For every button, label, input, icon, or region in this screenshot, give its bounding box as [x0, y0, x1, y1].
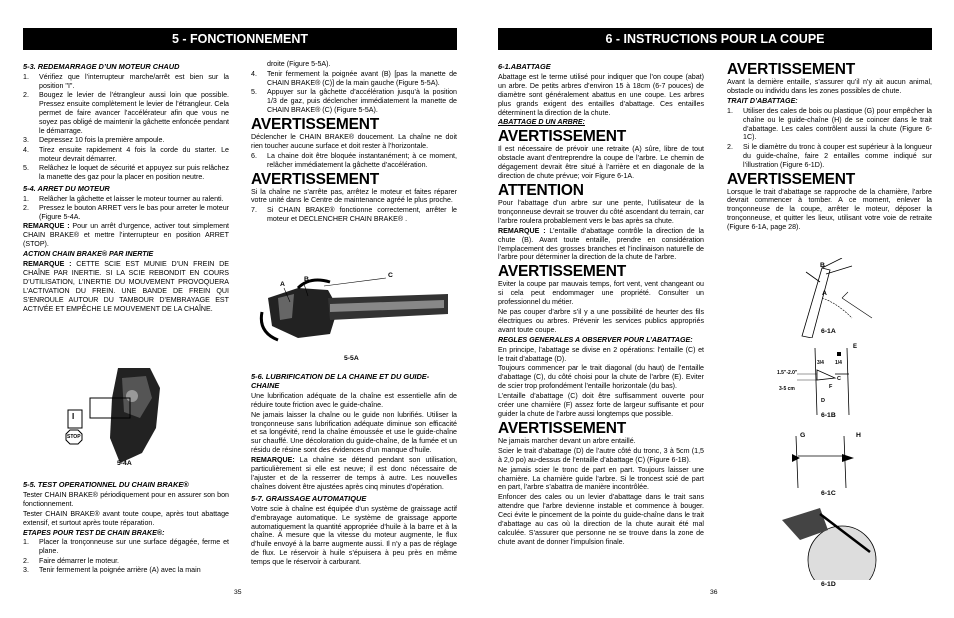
section-title: 5-5. TEST OPERATIONNEL DU CHAIN BRAKE®: [23, 480, 189, 489]
figure-label-b: B: [304, 276, 309, 283]
step-list: [23, 195, 229, 222]
list-item-text: Appuyer sur la gâchette d’accélération jusqu’à la position 1/3 de gaz, puis déclencher immédiatement la manette de CHAIN BRAKE® (C) (Figure 5-5A).: [267, 88, 457, 115]
list-item: [23, 73, 229, 91]
list-item: [23, 557, 229, 566]
attention-heading: ATTENTION: [498, 181, 584, 199]
step-list: [251, 152, 457, 170]
list-item-number: 2.: [23, 204, 29, 213]
list-item: [23, 204, 229, 222]
page-number: 36: [710, 589, 718, 596]
chainsaw-stop-illustration: [60, 368, 180, 463]
figure-6-1b: [777, 340, 887, 415]
list-item-text: Tenir fermement la poignée arrière (A) avec la main: [39, 566, 201, 575]
list-item-text: Pressez le bouton ARRET vers le bas pour arreter le moteur (Figure 5-4A.: [39, 204, 229, 221]
figure-label-b: B: [820, 262, 825, 269]
figure-5-4a: [60, 368, 180, 463]
paragraph: Ne jamais laisser la chaîne ou le guide non lubrifiés. Utiliser la tronçonneuse sans lubrification adéquate diminue son efficacité et sa longévité, rend la chaîne émoussée et use le guide-chaîne sur chauffé. Une décoloration du guide-chaîne, de la fumée et un résidu de résine sont des évidences d’un manque d’huile.: [251, 410, 457, 455]
figure-label-g: G: [800, 432, 806, 439]
paragraph: Votre scie à chaîne est équipée d’un système de graissage actif d’embrayage automatique. Le système de graissage apporte automatiquement la quantité appropriée d’huile à la barre et à la chaîne. À mesure que la vitesse du moteur augmente, le flux d’huile envoyé à la barre augmente aussi. Il n’y a pas de réglage de flux. Le réservoir à huile s’épuisera à peu près en même temps que le réservoir à carburant.: [251, 504, 457, 567]
list-item-number: 2.: [23, 91, 29, 100]
figure-caption: 5-5A: [344, 355, 359, 362]
list-item-text: Depressez 10 fois la première ampoule.: [39, 136, 165, 145]
warning-heading: AVERTISSEMENT: [251, 115, 380, 133]
left-banner: 5 - FONCTIONNEMENT: [23, 28, 457, 50]
tree-felling-illustration: [782, 258, 892, 338]
list-item-text: Tirez ensuite rapidement 4 fois la corde du starter. Le moteur devrait démarrer.: [39, 145, 229, 163]
warning-heading: AVERTISSEMENT: [498, 128, 627, 146]
figure-label-14: 1/4: [835, 360, 842, 366]
step-list: [727, 107, 932, 170]
paragraph: En principe, l’abattage se divise en 2 opérations: l’entaille (C) et le trait d’abattage (D).: [498, 345, 704, 363]
warning-text: Déclencher le CHAIN BRAKE® doucement. La chaîne ne doit rien toucher aucune surface et doit rester à l’horizontale.: [251, 132, 457, 150]
list-item-number: 4.: [23, 145, 29, 154]
chainsaw-brake-illustration: [258, 268, 448, 360]
warning-text: Lorsque le trait d’abattage se rapproche de la charnière, l’arbre devrait commencer à tomber. A ce moment, enlever la tronçonneuse de la coupe, arrêter le moteur, déposer la tronçonneuse, et quitter les lieux, utilisant votre voie de retraite (Figure 6-1A, page 28).: [727, 187, 932, 232]
figure-caption: 6-1C: [821, 490, 836, 497]
step-list: [251, 206, 457, 224]
step-list: [251, 70, 457, 115]
figure-6-1d: [780, 500, 880, 580]
left-column-1: [23, 60, 229, 314]
paragraph: Scier le trait d’abattage (D) de l’autre côté du tronc, 3 à 5cm (1,5 à 2,0 po) au-dessus de l’entaille d’abattage (C) (Figure 6-1B).: [498, 446, 704, 464]
list-item-text: Bougez le levier de l’étrangleur aussi loin que possible. Pressez ensuite complètement le levier de l’étrangleur. Cela permet de faire avancer l’accélérateur afin que vous ne soyez pas obligé de maintenir la gâchette enfoncée pendant le démarrage.: [39, 91, 229, 135]
section-title: 5-6. LUBRIFICATION DE LA CHAINE ET DU GUIDE-CHAINE: [251, 372, 430, 390]
figure-label-stop: STOP: [67, 434, 81, 440]
large-tree-cut-diagram: [780, 500, 880, 580]
notch-diagram: [777, 340, 887, 415]
warning-text: Ne pas couper d’arbre s’il y a une possibilité de heurter des fils électriques ou arbres. Prévenir les services publics appropriés avant toute coupe.: [498, 308, 704, 334]
figure-label-a: A: [822, 290, 827, 297]
arrow-e-icon: [837, 352, 841, 356]
list-item-number: 1.: [727, 106, 733, 115]
paragraph: Tester CHAIN BRAKE® périodiquement pour en assurer son bon fonctionnement.: [23, 490, 229, 508]
list-item-number: 1.: [23, 194, 29, 203]
list-item: [23, 91, 229, 136]
list-item: [727, 143, 932, 170]
list-item: [251, 152, 457, 170]
warning-text: Ne jamais marcher devant un arbre entaillé.: [498, 436, 636, 445]
warning-text: Il est nécessaire de prévoir une retraite (A) sûre, libre de tout obstacle avant d’entreprendre la coupe de l’arbre. Le chemin de dégagement devrait être situé à l’arrière et en diagonale de la direction de chute prévue; voir Figure 6-1A.: [498, 145, 704, 181]
list-item: [251, 70, 457, 88]
figure-label-f: F: [829, 384, 833, 390]
list-item-number: 4.: [251, 69, 257, 78]
list-item-number: 5.: [23, 163, 29, 172]
figure-caption: 5-4A: [117, 460, 132, 467]
subsection-title: ETAPES POUR TEST DE CHAIN BRAKE®:: [23, 528, 165, 537]
figure-5-5a: [258, 268, 448, 360]
list-item: [23, 195, 229, 204]
remark: REMARQUE : Pour un arrêt d’urgence, activer tout simplement CHAIN BRAKE® et mettre l’interrupteur en position ARRET (STOP).: [23, 222, 229, 249]
list-item-number: 6.: [251, 151, 257, 160]
list-item-text: Placer la tronçonneuse sur une surface dégagée, ferme et plane.: [39, 538, 229, 556]
list-item-text: Tenir fermement la poignée avant (B) [pas la manette de CHAIN BRAKE® (C)] de la main gauche (Figure 5-5A).: [267, 69, 457, 87]
subsection-title: REGLES GENERALES A OBSERVER POUR L’ABATTAGE:: [498, 335, 693, 344]
right-banner: 6 - INSTRUCTIONS POUR LA COUPE: [498, 28, 932, 50]
list-item-text: Si CHAIN BRAKE® fonctionne correctement, arrêter le moteur et DECLENCHER CHAIN BRAKE® .: [267, 206, 457, 224]
list-item-number: 5.: [251, 88, 257, 97]
figure-6-1c: [782, 428, 872, 488]
figure-label-15: 1.5"-2.0": [777, 370, 798, 376]
paragraph: Une lubrification adéquate de la chaîne est essentielle afin de réduire toute friction avec le guide-chaîne.: [251, 391, 457, 409]
subsection-title: TRAIT D’ABATTAGE:: [727, 96, 798, 105]
figure-label-35: 3-5 cm: [779, 386, 795, 392]
remark: REMARQUE : CETTE SCIE EST MUNIE D’UN FREIN DE CHAÎNE PAR INERTIE. SI LA SCIE REBONDIT EN COURS D’UTILISATION, L’INERTIE DU MOUVEMENT PROVOQUERA L’ACTIVATION DU FREIN. UNE BANDE DE FREIN QUI S’ENROULE AUTOUR DU TAMBOUR D’EMBRAYAGE EST ACTIVÉE ET EMPÊCHE LE MOUVEMENT DE LA CHAÎNE.: [23, 260, 229, 313]
paragraph: L’entaille d’abattage (C) doit être suffisamment ouverte pour créer une charnière (F) assez forte de largeur suffisante et pour guider la chute de l’arbre aussi longtemps que possible.: [498, 392, 704, 418]
list-item-number: 7.: [251, 206, 257, 215]
figure-label-a: A: [280, 281, 285, 288]
right-column-2: [727, 60, 932, 233]
page-number: 35: [234, 589, 242, 596]
list-item: [23, 538, 229, 556]
list-item-text: Utiliser des cales de bois ou plastique (G) pour empêcher la chaîne ou le guide-chaîne (H) de se coincer dans le trait d’abattage. Les cales contrôlent aussi la chute (Figure 6-1C).: [743, 106, 932, 142]
left-column-2-bottom: [251, 370, 457, 568]
left-column-2: [251, 60, 457, 225]
subsection-title: ACTION CHAIN BRAKE® PAR INERTIE: [23, 250, 154, 259]
right-page: [477, 0, 954, 618]
section-title: 5-3. REDEMARRAGE D’UN MOTEUR CHAUD: [23, 62, 180, 71]
paragraph: Toujours commencer par le trait diagonal (du haut) de l’entaille d’abattage (C), du côté choisi pour la chute de l’arbre (E). Eviter de scier trop profondément l’entaille horizontale (du bas).: [498, 364, 704, 391]
figure-label-c: C: [837, 376, 841, 382]
figure-label-i: I: [72, 412, 75, 421]
list-item-number: 1.: [23, 538, 29, 547]
list-item: [23, 136, 229, 145]
warning-text: Si la chaîne ne s’arrête pas, arrêtez le moteur et faites réparer votre unité dans le Centre de maintenance agréé le plus proche.: [251, 187, 457, 205]
figure-caption: 6-1B: [821, 412, 836, 419]
list-item: [23, 566, 229, 575]
list-item-text: Faire démarrer le moteur.: [39, 556, 120, 565]
section-title: 6-1.ABATTAGE: [498, 62, 551, 71]
paragraph: Enfoncer des cales ou un levier d’abattage dans le trait sans attendre que l’arbre devienne instable et commence à bouger. Ceci évite le pincement de la pointe du guide-chaîne dans le trait d’abattage au cas où la direction de la chute aurait été mal calculée. S’assurer que personne ne se trouve dans la zone de chute avant de donner l’impulsion finale.: [498, 493, 704, 546]
warning-heading: AVERTISSEMENT: [251, 170, 380, 188]
list-item: [251, 206, 457, 224]
list-item-text: Relâchez le loquet de sécurité et appuyez sur puis relâchez la manette des gaz pour la placer en position neutre.: [39, 163, 229, 181]
remark: REMARQUE : L’entaille d’abattage contrôle la direction de la chute (B). Avant toute entaille, prendre en considération l’emplacement des grosses branches et l’inclinaison naturelle de l’arbre pour déterminer la direction de la chute de l’arbre.: [498, 226, 704, 262]
left-column-1-bottom: [23, 478, 229, 576]
figure-label-e: E: [853, 344, 858, 350]
list-item-text: Si le diamètre du tronc à couper est supérieur à la longueur du guide-chaîne, faire 2 entailles comme indiqué sur l’illustration (Figure 6-1D).: [743, 142, 932, 169]
figure-label-h: H: [856, 432, 861, 439]
subsection-title: ABATTAGE D UN ARBRE:: [498, 118, 585, 127]
figure-label-c: C: [388, 272, 393, 279]
list-item-number: 2.: [23, 556, 29, 565]
step-list: [23, 73, 229, 182]
paragraph: Tester CHAIN BRAKE® avant toute coupe, après tout abattage extensif, et surtout après toute réparation.: [23, 509, 229, 527]
list-item-text: Vérifiez que l’interrupteur marche/arrêt est bien sur la position "I".: [39, 72, 229, 90]
attention-text: Pour l’abattage d’un arbre sur une pente, l’utilisateur de la tronçonneuse devrait se trouver du côté ascendant du terrain, car l’arbre roulera probablement vers le bas après sa chute.: [498, 198, 704, 225]
warning-heading: AVERTISSEMENT: [498, 419, 627, 437]
paragraph: droite (Figure 5-5A).: [267, 60, 331, 68]
warning-text: Eviter la coupe par mauvais temps, fort vent, vent changeant ou si cela peut endommager une propriété. Consulter un professionnel du métier.: [498, 280, 704, 307]
paragraph: Ne jamais scier le tronc de part en part. Toujours laisser une charnière. La charnière guide l’arbre. Si le troncest scié de part en part, l’arbre s’abattra de manière incontrôlée.: [498, 465, 704, 492]
figure-caption: 6-1A: [821, 328, 836, 335]
section-title: 5-4. ARRET DU MOTEUR: [23, 183, 110, 193]
remark: REMARQUE: La chaîne se détend pendant son utilisation, particulièrement si elle est neuve; il est donc nécessaire de l’ajuster et de la resserrer de temps à autre. Les nouvelles chaînes doivent être ajustées après cinq minutes d’opération.: [251, 456, 457, 491]
warning-heading: AVERTISSEMENT: [727, 170, 856, 188]
warning-text: Avant la dernière entaille, s’assurer qu’il n’y ait aucun animal, obstacle ou individu dans les zones possibles de chute.: [727, 78, 932, 95]
section-title: 5-7. GRAISSAGE AUTOMATIQUE: [251, 493, 367, 503]
paragraph: Abattage est le terme utilisé pour indiquer que l’on coupe (abat) un arbre. De petits arbres d’environ 15 à 18cm (6-7 pouces) de diamètre sont généralement abattus en une coupe. Les arbres plus grands exigent des entailles d’abattage. Ces entailles déterminent la direction de la chute.: [498, 72, 704, 117]
list-item-text: Relâcher la gâchette et laisser le moteur tourner au ralenti.: [39, 194, 224, 203]
list-item-number: 1.: [23, 72, 29, 81]
warning-heading: AVERTISSEMENT: [498, 263, 627, 281]
figure-label-34: 3/4: [817, 360, 824, 366]
step-list: [23, 538, 229, 575]
right-column-1: [498, 60, 704, 548]
figure-label-d: D: [821, 398, 825, 404]
warning-heading: AVERTISSEMENT: [727, 61, 856, 78]
list-item-number: 3.: [23, 136, 29, 145]
figure-caption: 6-1D: [821, 581, 836, 588]
list-item-text: La chaine doit être bloquée instantanément; à ce moment, relâcher immédiatement la gâchette d’accélération.: [267, 151, 457, 169]
list-item-number: 3.: [23, 566, 29, 575]
list-item: [23, 146, 229, 164]
list-item: [727, 107, 932, 143]
list-item-number: 2.: [727, 142, 733, 151]
list-item: [251, 88, 457, 115]
list-item: [23, 164, 229, 182]
figure-6-1a: [782, 258, 892, 338]
